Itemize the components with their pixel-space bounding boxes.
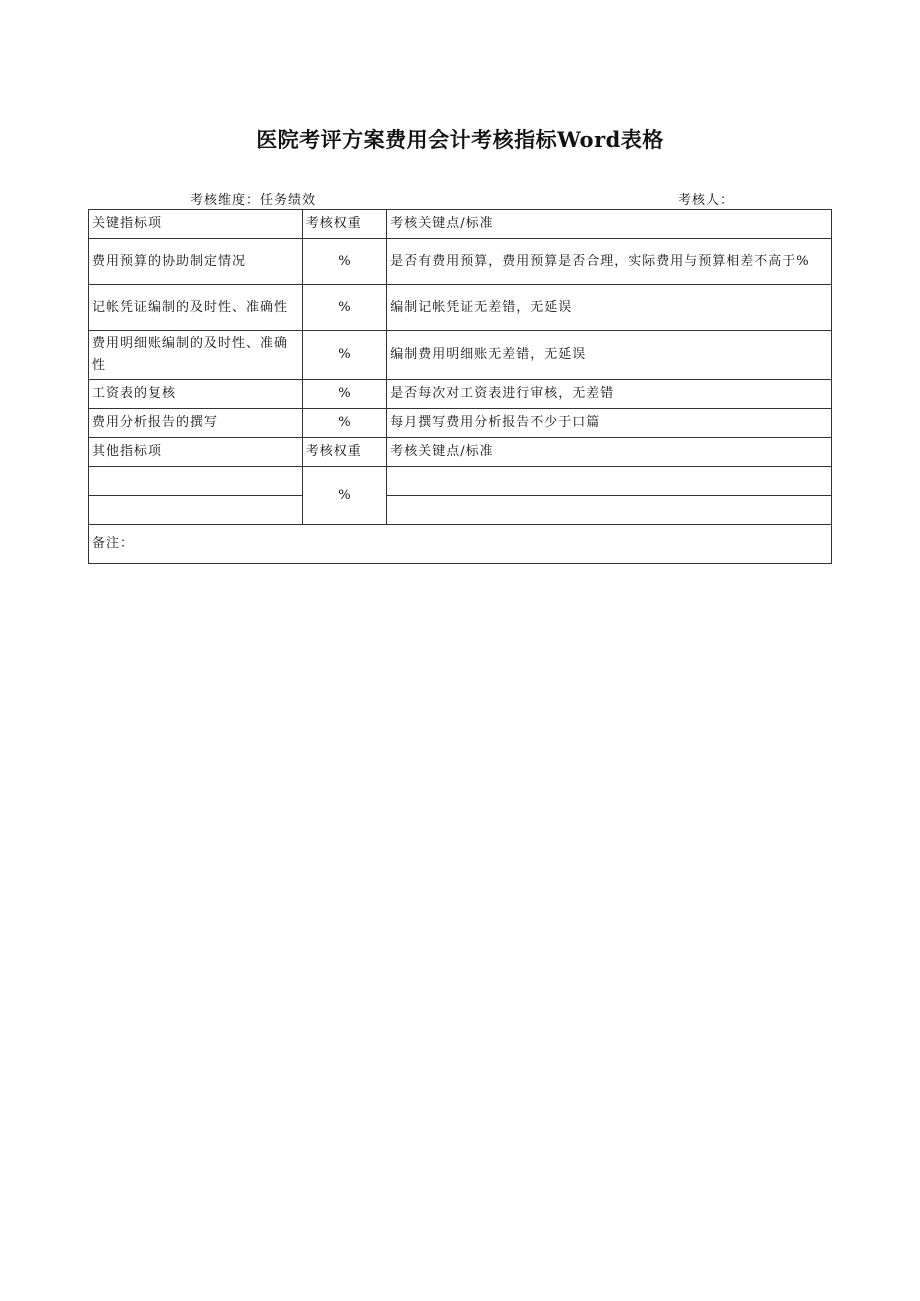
table-row (89, 331, 832, 380)
indicator-standard: 编制记帐凭证无差错，无延误 (387, 285, 832, 331)
indicator-item: 费用预算的协助制定情况 (89, 239, 303, 285)
other-standard-cell (387, 467, 832, 496)
remarks-label: 备注： (89, 525, 832, 564)
page-title: 医院考评方案费用会计考核指标Word表格 (256, 127, 664, 152)
indicator-standard: 是否每次对工资表进行审核，无差错 (387, 380, 832, 409)
kpi-table (88, 209, 832, 564)
indicator-weight: % (302, 380, 386, 409)
table-row (89, 380, 832, 409)
other-item-cell (89, 467, 303, 496)
header-weight: 考核权重 (302, 210, 386, 239)
header-weight: 考核权重 (302, 438, 386, 467)
indicator-weight: % (302, 331, 386, 380)
table-row (89, 496, 832, 525)
table-row (89, 467, 832, 496)
assessment-dimension: 考核维度：任务绩效 (190, 193, 317, 208)
other-weight: % (302, 467, 386, 525)
indicator-standard: 是否有费用预算，费用预算是否合理，实际费用与预算相差不高于% (387, 239, 832, 285)
indicator-standard: 编制费用明细账无差错，无延误 (387, 331, 832, 380)
header-other-item: 其他指标项 (89, 438, 303, 467)
indicator-item: 费用分析报告的撰写 (89, 409, 303, 438)
other-standard-cell (387, 496, 832, 525)
other-header-row (89, 438, 832, 467)
header-standard: 考核关键点/标准 (387, 438, 832, 467)
assessor-label: 考核人： (678, 193, 735, 208)
table-row (89, 409, 832, 438)
other-item-cell (89, 496, 303, 525)
remarks-row (89, 525, 832, 564)
key-header-row (89, 210, 832, 239)
table-row (89, 285, 832, 331)
indicator-weight: % (302, 285, 386, 331)
indicator-weight: % (302, 409, 386, 438)
table-row (89, 239, 832, 285)
indicator-weight: % (302, 239, 386, 285)
header-standard: 考核关键点/标准 (387, 210, 832, 239)
indicator-standard: 每月撰写费用分析报告不少于口篇 (387, 409, 832, 438)
indicator-item: 工资表的复核 (89, 380, 303, 409)
header-key-item: 关键指标项 (89, 210, 303, 239)
indicator-item: 费用明细账编制的及时性、准确性 (89, 331, 303, 380)
indicator-item: 记帐凭证编制的及时性、准确性 (89, 285, 303, 331)
